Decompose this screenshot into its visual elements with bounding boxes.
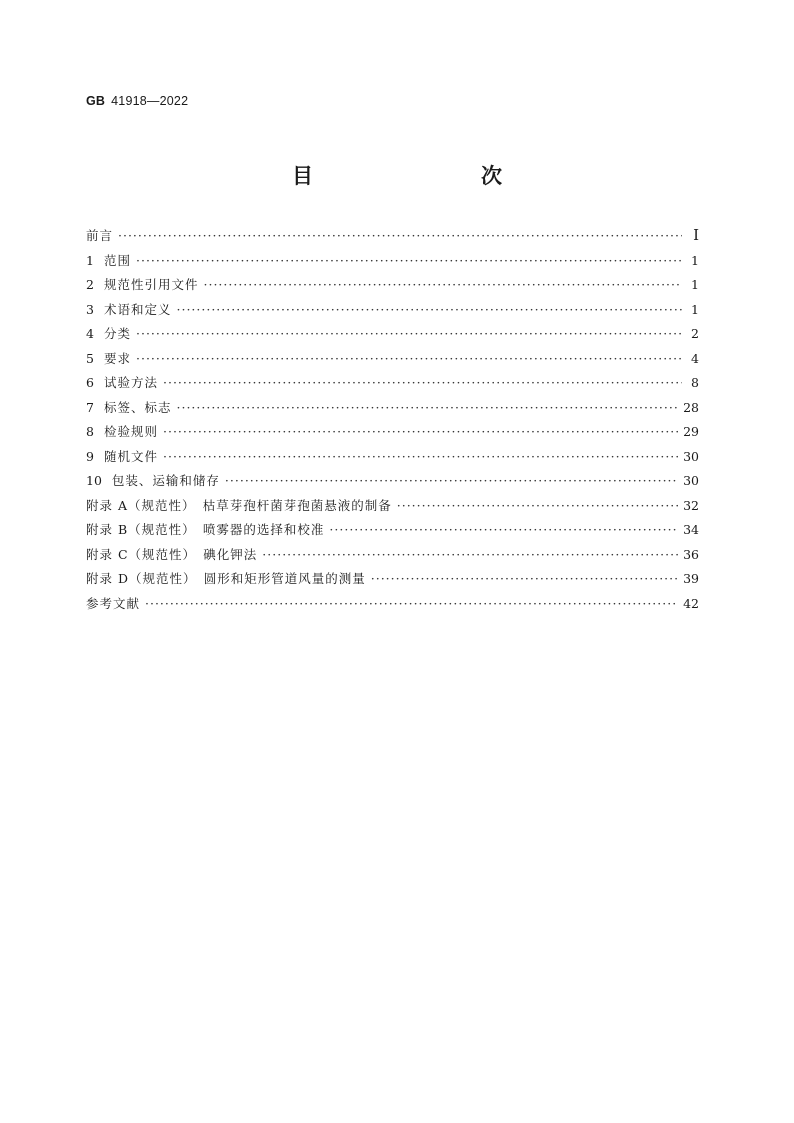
toc-entry-page: 2 [691,326,699,341]
toc-entry-number: 7 [86,399,94,415]
standard-prefix: GB [86,94,106,108]
toc-entry-label: 包装、运输和储存 [111,473,220,488]
toc-entry[interactable] [86,373,699,398]
toc-entry[interactable] [86,520,699,545]
standard-number: 41918—2022 [111,94,189,108]
toc-entry-page: 1 [691,301,699,317]
toc-dot-leader [145,596,678,611]
toc-entry-label: 附录 A（规范性） 枯草芽孢杆菌芽孢菌悬液的制备 [86,497,392,513]
toc-entry-label: 规范性引用文件 [104,277,199,292]
toc-entry[interactable] [86,447,699,472]
toc-entry[interactable] [86,471,699,496]
toc-entry-label: 随机文件 [104,448,159,464]
toc-dot-leader [136,326,682,341]
toc-entry-label: 前言 [86,228,114,243]
toc-entry[interactable] [86,251,699,276]
toc-entry-number: 9 [86,448,94,464]
toc-dot-leader [163,375,682,390]
toc-entry[interactable] [86,569,699,594]
toc-entry-page: 1 [691,277,699,292]
toc-entry-number: 3 [86,301,94,317]
toc-entry-page: 1 [691,252,699,268]
toc-entry-label: 标签、标志 [104,399,172,415]
toc-dot-leader [204,277,682,292]
toc-entry-page: 4 [691,350,699,366]
toc-entry-page: 42 [683,595,699,611]
toc-entry-label: 附录 D（规范性） 圆形和矩形管道风量的测量 [86,571,366,586]
toc-dot-leader [177,302,682,317]
toc-dot-leader [163,424,678,439]
page-title: 目 次 [292,164,544,188]
toc-dot-leader [136,351,682,366]
toc-entry-label: 附录 C（规范性） 碘化钾法 [86,546,258,562]
toc-dot-leader [118,228,682,243]
toc-entry-label: 分类 [104,326,132,341]
toc-entry-page: I [693,226,699,244]
toc-entry-number: 1 [86,252,94,268]
toc-entry[interactable] [86,300,699,325]
toc-entry[interactable] [86,545,699,570]
toc-dot-leader [397,498,678,513]
toc-dot-leader [262,547,678,562]
toc-entry-page: 34 [683,522,699,537]
toc-entry-label: 附录 B（规范性） 喷雾器的选择和校准 [86,522,325,537]
toc-dot-leader [225,473,678,488]
toc-entry-number: 4 [86,326,94,341]
toc-dot-leader [163,449,678,464]
toc-entry-label: 术语和定义 [104,301,172,317]
toc-entry-label: 检验规则 [104,424,159,439]
toc-entry-page: 36 [683,546,699,562]
toc-entry-page: 30 [683,473,699,488]
toc-entry-number: 2 [86,277,94,292]
toc-entry-page: 8 [691,375,699,390]
toc-dot-leader [371,571,678,586]
toc-entry[interactable] [86,226,699,251]
toc-entry-page: 39 [683,571,699,586]
toc-entry-page: 30 [683,448,699,464]
toc-entry[interactable] [86,422,699,447]
toc-entry-label: 要求 [104,350,132,366]
standard-code [86,94,188,108]
toc-entry[interactable] [86,398,699,423]
toc-dot-leader [177,400,679,415]
toc-entry-number: 10 [86,473,102,488]
toc-entry-page: 32 [683,497,699,513]
toc-entry[interactable] [86,594,699,619]
toc-entry[interactable] [86,324,699,349]
toc-entry-number: 6 [86,375,94,390]
toc-entry-label: 试验方法 [104,375,159,390]
toc-dot-leader [136,253,682,268]
toc-entry-label: 参考文献 [86,595,141,611]
toc-entry-page: 28 [683,399,699,415]
toc-entry[interactable] [86,496,699,521]
toc-dot-leader [329,522,678,537]
toc-entry-label: 范围 [104,252,132,268]
toc-entry-number: 5 [86,350,94,366]
toc-entry[interactable] [86,349,699,374]
toc-entry[interactable] [86,275,699,300]
toc-entry-page: 29 [683,424,699,439]
table-of-contents [86,226,699,618]
toc-entry-number: 8 [86,424,94,439]
